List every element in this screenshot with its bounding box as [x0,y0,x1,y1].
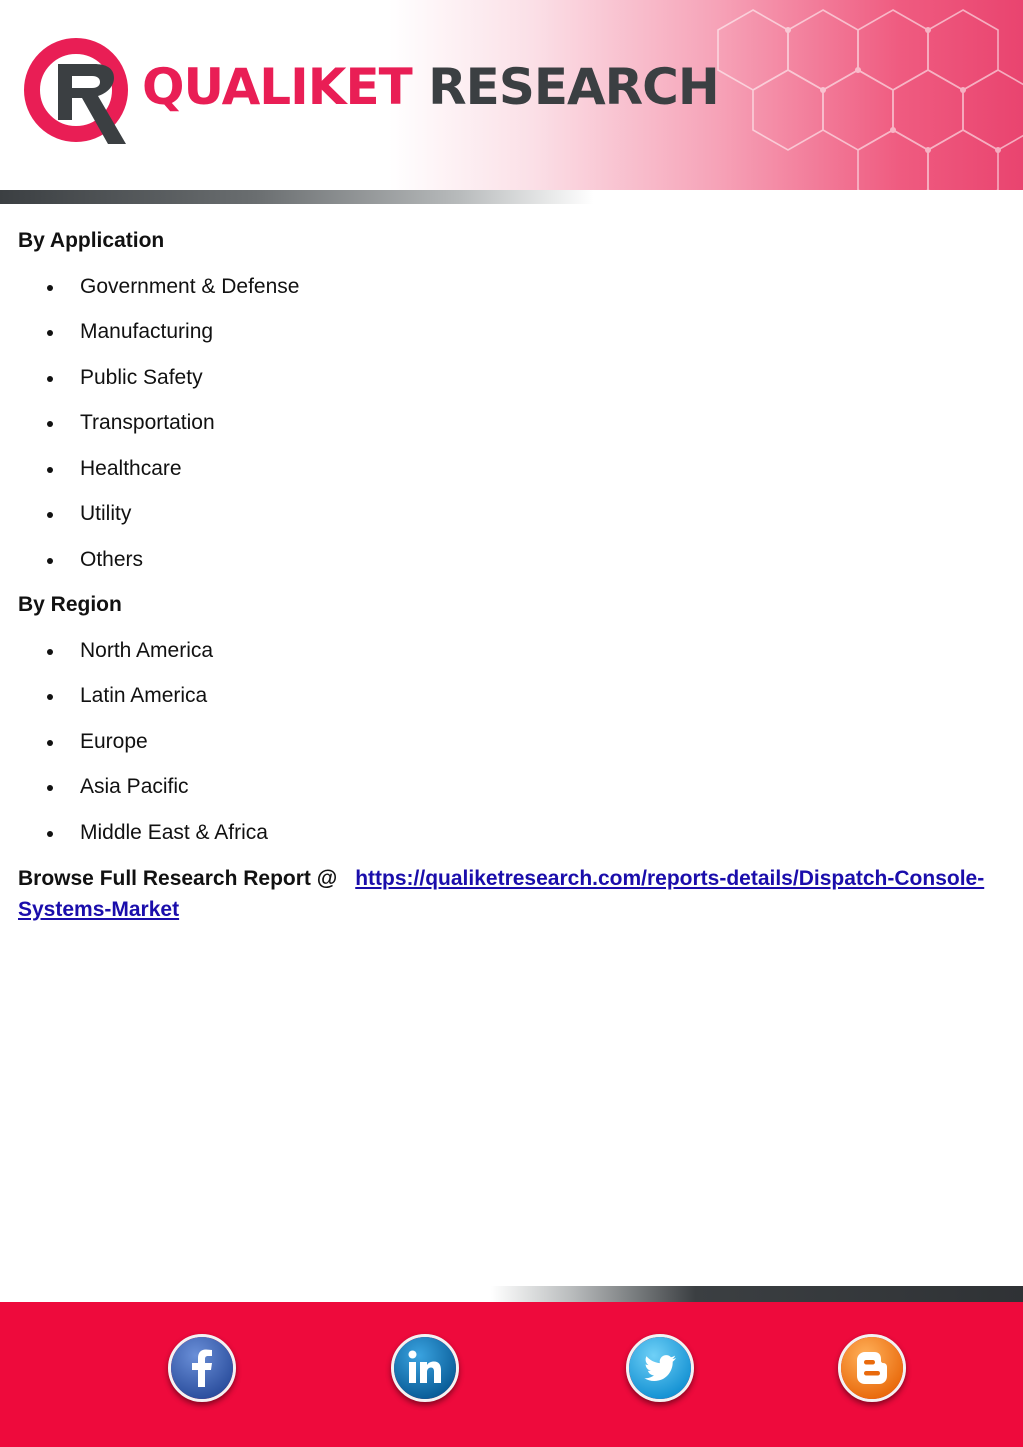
section-title-application: By Application [18,229,165,252]
list-item: Public Safety [18,363,1008,393]
list-item: Transportation [18,408,1008,438]
region-list [18,636,1008,848]
list-item: Healthcare [18,454,1008,484]
brand-name [142,58,719,116]
hexagon-pattern-decoration [693,0,1023,192]
blogger-icon [841,1337,903,1399]
list-item: Manufacturing [18,317,1008,347]
list-item: Middle East & Africa [18,818,1008,848]
qr-logo-icon [20,34,140,150]
list-item: Asia Pacific [18,772,1008,802]
list-item: North America [18,636,1008,666]
application-list [18,272,1008,575]
linkedin-button[interactable] [391,1334,459,1402]
document-content [18,226,1008,925]
list-item: Latin America [18,681,1008,711]
linkedin-icon [394,1337,456,1399]
report-link-line2: Systems-Market [18,898,180,921]
list-item: Government & Defense [18,272,1008,302]
twitter-icon [629,1337,691,1399]
list-item: Utility [18,499,1008,529]
facebook-button[interactable] [168,1334,236,1402]
page-header [0,0,1023,192]
facebook-icon [171,1337,233,1399]
list-item: Europe [18,727,1008,757]
brand-name-part1: QUALIKET [142,58,412,116]
brand-name-part2: RESEARCH [428,58,719,116]
section-title-region: By Region [18,593,122,616]
report-link-line1: https://qualiketresearch.com/reports-details/Dispatch-Console- [355,867,985,890]
browse-report-paragraph [18,863,1008,925]
list-item: Others [18,545,1008,575]
header-divider-bar [0,190,1023,204]
browse-report-label: Browse Full Research Report @ [18,867,338,890]
blogger-button[interactable] [838,1334,906,1402]
twitter-button[interactable] [626,1334,694,1402]
footer-divider-bar [0,1286,1023,1302]
